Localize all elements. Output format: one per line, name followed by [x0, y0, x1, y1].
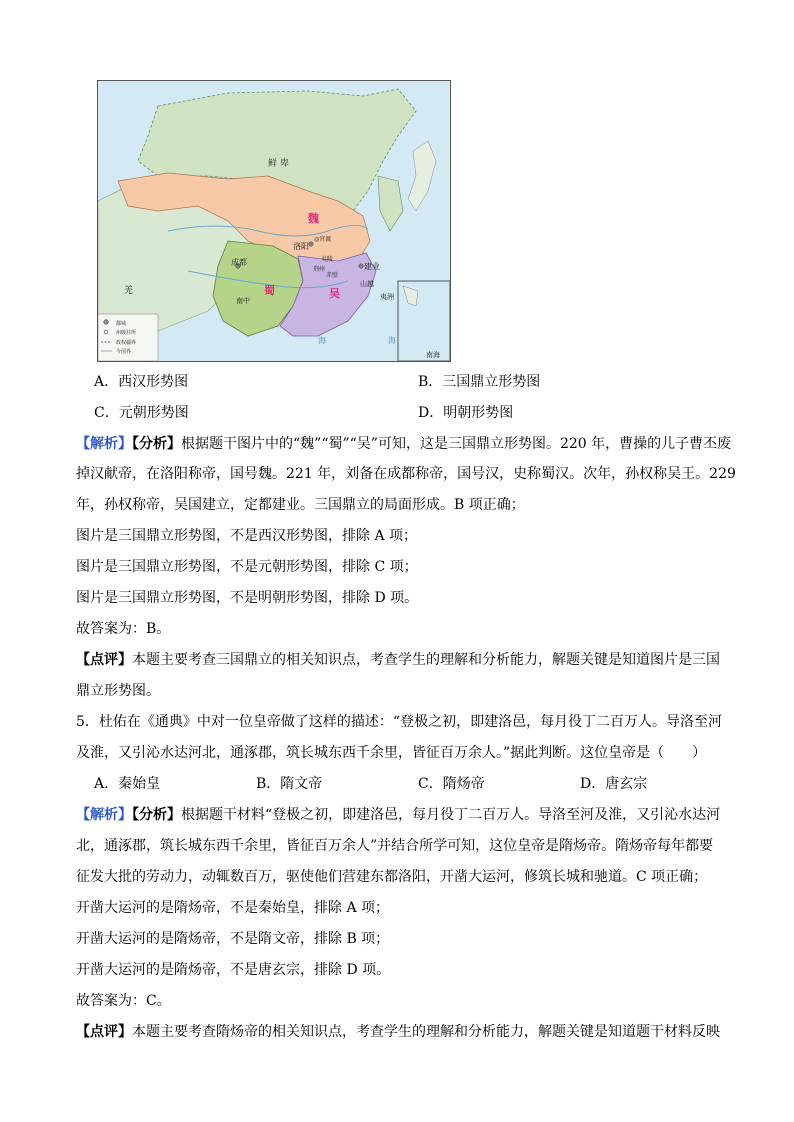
jianye-marker-icon — [359, 264, 363, 268]
legend-prefecture: 州级驻所 — [116, 330, 137, 336]
q5-option-d: D．唐玄宗 — [580, 776, 648, 792]
map-label-sea-2: 海 — [388, 336, 396, 345]
q4-exclude-c: 图片是三国鼎立形势图，不是元朝形势图，排除 C 项； — [76, 559, 418, 575]
q4-comment-text-1: 本题主要考查三国鼎立的相关知识点，考查学生的理解和分析能力，解题关键是知道图片是三国 — [132, 652, 720, 668]
legend-modern: 今国界 — [116, 349, 132, 355]
q5-answer: 故答案为：C。 — [76, 993, 171, 1009]
q5-fenxi-tag: 【分析】 — [132, 807, 181, 823]
map-label-nanhai: 南海 — [426, 351, 440, 359]
map-label-chengdu: 成都 — [231, 258, 247, 267]
q5-exclude-a: 开凿大运河的是隋炀帝，不是秦始皇，排除 A 项； — [76, 900, 390, 916]
map-label-luoyang: 洛阳 — [293, 242, 309, 251]
q5-option-b: B．隋文帝 — [256, 776, 323, 792]
q4-jiexi-tag: 【解析】 — [76, 436, 132, 452]
q5-dianping-tag: 【点评】 — [76, 1024, 132, 1040]
map-label-xianbei: 鲜 卑 — [268, 159, 289, 169]
prefecture-legend-icon — [104, 330, 108, 334]
q5-stem-line-1: 5．杜佑在《通典》中对一位皇帝做了这样的描述：“登极之初，即建洛邑，每月役丁二百万人。导洛至河 — [76, 714, 723, 730]
q4-fenxi-tag: 【分析】 — [132, 436, 181, 452]
q5-analysis-line-2: 北，通涿郡，筑长城东西千余里，皆征百万余人”并结合所学可知，这位皇帝是隋炀帝。隋炀帝每年都要 — [76, 838, 714, 854]
q4-answer: 故答案为：B。 — [76, 621, 171, 637]
map-label-wei: 魏 — [308, 212, 319, 225]
q4-analysis-line-3: 年，孙权称帝，吴国建立，定都建业。三国鼎立的局面形成。B 项正确； — [76, 497, 525, 513]
q4-exclude-a: 图片是三国鼎立形势图，不是西汉形势图，排除 A 项； — [76, 528, 418, 544]
capital-legend-icon — [104, 320, 109, 325]
q5-stem-line-2: 及淮，又引沁水达河北，通涿郡，筑长城东西千余里，皆征百万余人。”据此判断。这位皇帝是（ ） — [76, 745, 707, 761]
q4-option-d: D．明朝形势图 — [418, 405, 514, 421]
map-svg — [98, 81, 450, 361]
q4-analysis-line-1 — [76, 433, 776, 455]
q4-option-c: C．元朝形势图 — [94, 405, 189, 421]
legend-capital: 都城 — [116, 321, 127, 327]
q5-analysis-line-3: 征发大批的劳动力，动辄数百万，驱使他们营建东都洛阳，开凿大运河，修筑长城和驰道。C 项正确； — [76, 869, 708, 885]
q4-dianping-tag: 【点评】 — [76, 652, 132, 668]
q4-analysis-text-1: 根据题干图片中的“魏”“蜀”“吴”可知，这是三国鼎立形势图。220 年，曹操的儿子曹丕废 — [181, 436, 732, 452]
luoyang-marker-icon — [309, 242, 313, 246]
q4-exclude-d: 图片是三国鼎立形势图，不是明朝形势图，排除 D 项。 — [76, 590, 419, 606]
map-label-qiang: 羌 — [124, 286, 134, 296]
q5-comment-line-1 — [76, 1021, 776, 1043]
map-label-shanyue: 山越 — [360, 280, 374, 288]
q4-comment-line-1 — [76, 649, 776, 671]
map-label-yizhou: 夷洲 — [380, 293, 394, 301]
map-label-jianye: 建业 — [364, 262, 380, 271]
q5-jiexi-tag: 【解析】 — [76, 807, 132, 823]
q4-option-b: B．三国鼎立形势图 — [418, 374, 541, 390]
q5-exclude-b: 开凿大运河的是隋炀帝，不是隋文帝，排除 B 项； — [76, 931, 390, 947]
q5-analysis-text-1: 根据题干材料“登极之初，即建洛邑，每月役丁二百万人。导洛至河及淮，又引沁水达河 — [181, 807, 721, 823]
q5-exclude-d: 开凿大运河的是隋炀帝，不是唐玄宗，排除 D 项。 — [76, 962, 391, 978]
q4-comment-line-2: 鼎立形势图。 — [76, 683, 160, 699]
map-label-nanzhong: 南中 — [236, 297, 250, 305]
q4-analysis-line-2: 掉汉献帝，在洛阳称帝，国号魏。221 年，刘备在成都称帝，国号汉，史称蜀汉。次年，孙权称吴王。229 — [76, 466, 736, 482]
three-kingdoms-map — [97, 80, 451, 362]
q5-option-a: A．秦始皇 — [94, 776, 161, 792]
map-label-yiling: 夷陵 — [321, 256, 334, 263]
q5-analysis-line-1 — [76, 804, 776, 826]
map-label-chibi: 赤壁 — [326, 272, 339, 279]
q4-option-a: A．西汉形势图 — [94, 374, 189, 390]
map-label-guandu: ◎官渡 — [314, 236, 332, 243]
map-label-jingzhou: 荆州 — [313, 266, 326, 273]
map-label-wu: 吴 — [329, 287, 340, 300]
map-label-shu: 蜀 — [264, 284, 275, 297]
q5-option-c: C．隋炀帝 — [418, 776, 485, 792]
q5-comment-text-1: 本题主要考查隋炀帝的相关知识点，考查学生的理解和分析能力，解题关键是知道题干材料反映 — [132, 1024, 720, 1040]
legend-boundary: 政权疆界 — [116, 340, 137, 346]
map-label-sea-1: 海 — [318, 336, 326, 345]
